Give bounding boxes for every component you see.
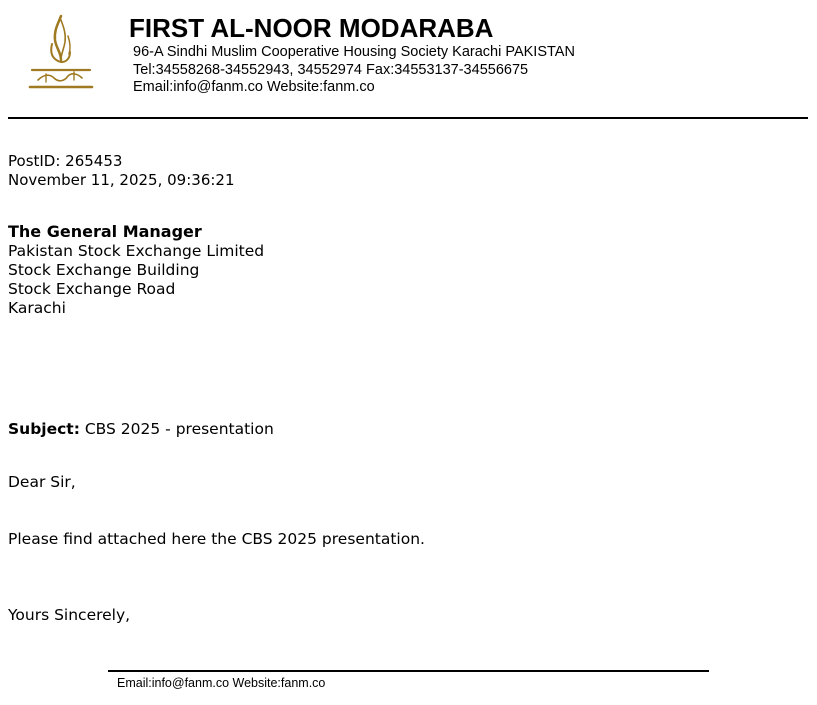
letter-body: Please find attached here the CBS 2025 presentation.	[8, 530, 425, 548]
footer-email-website: Email:info@fanm.co Website:fanm.co	[117, 676, 326, 690]
footer-divider	[108, 670, 709, 672]
subject-line	[8, 420, 274, 439]
recipient-organization: Pakistan Stock Exchange Limited	[8, 242, 265, 260]
recipient-title: The General Manager	[8, 222, 202, 241]
post-date: November 11, 2025, 09:36:21	[8, 171, 235, 189]
subject-text: CBS 2025 - presentation	[79, 420, 274, 438]
closing: Yours Sincerely,	[8, 606, 131, 624]
recipient-city: Karachi	[8, 299, 66, 317]
company-logo-icon	[28, 14, 94, 92]
company-name: FIRST AL-NOOR MODARABA	[129, 13, 494, 43]
company-address: 96-A Sindhi Muslim Cooperative Housing Society Karachi PAKISTAN	[133, 44, 575, 60]
header-divider	[8, 117, 808, 119]
recipient-building: Stock Exchange Building	[8, 261, 200, 279]
greeting: Dear Sir,	[8, 473, 76, 491]
company-email-website: Email:info@fanm.co Website:fanm.co	[133, 79, 375, 95]
company-phone-fax: Tel:34558268-34552943, 34552974 Fax:34553137-34556675	[133, 62, 529, 78]
recipient-road: Stock Exchange Road	[8, 280, 176, 298]
subject-label: Subject:	[8, 420, 80, 438]
post-id: PostID: 265453	[8, 152, 123, 170]
